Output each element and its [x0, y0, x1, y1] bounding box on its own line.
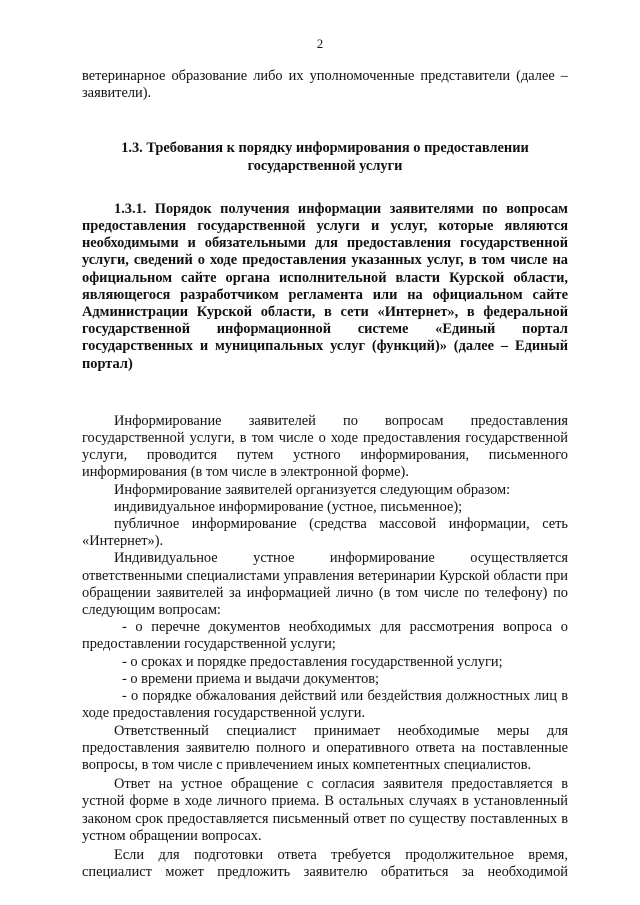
body-paragraph: публичное информирование (средства массовой информации, сеть «Интернет»).: [82, 516, 568, 550]
body-paragraph: Индивидуальное устное информирование осуществляется ответственными специалистами управления ветеринарии Курской области при обращении заявителей за информацией лично (в том числе по телефону) по следующим вопросам:: [82, 550, 568, 619]
subsection-paragraph: 1.3.1. Порядок получения информации заявителями по вопросам предоставления государственной услуги и услуг, которые являются необходимыми и обязательными для предоставления государственной услуги, сведений о ходе предоставления указанных услуг, в том числе на официальном сайте органа исполнительной власти Курской области, являющегося разработчиком регламента или на официальном сайте Администрации Курской области, в сети «Интернет», в федеральной государственной информационной системе «Единый портал государственных и муниципальных услуг (функций)» (далее – Единый портал): [82, 200, 568, 372]
body-paragraph: Ответ на устное обращение с согласия заявителя предоставляется в устной форме в ходе личного приема. В остальных случаях в установленный законом срок предоставляется письменный ответ по существу поставленных в устном обращении вопросах.: [82, 776, 568, 844]
list-item: - о сроках и порядке предоставления государственной услуги;: [122, 653, 503, 670]
list-item: - о времени приема и выдачи документов;: [122, 670, 380, 687]
body-paragraph: индивидуальное информирование (устное, письменное);: [114, 498, 463, 515]
intro-paragraph: ветеринарное образование либо их уполномоченные представители (далее – заявители).: [82, 68, 568, 102]
body-paragraph: Информирование заявителей по вопросам предоставления государственной услуги, в том числе о ходе предоставления государственной услуги, проводится путем устного информирования, письменного информирования (в том числе в электронной форме).: [82, 412, 568, 481]
body-paragraph: Если для подготовки ответа требуется продолжительное время, специалист может предложить заявителю обратиться за необходимой: [82, 846, 568, 881]
list-item: - о перечне документов необходимых для рассмотрения вопроса о предоставлении государственной услуги;: [82, 619, 568, 653]
body-paragraph: Ответственный специалист принимает необходимые меры для предоставления заявителю полного и оперативного ответа на поставленные вопросы, в том числе с привлечением иных компетентных специалистов.: [82, 722, 568, 773]
body-paragraph: Информирование заявителей организуется следующим образом:: [114, 481, 511, 498]
section-heading: 1.3. Требования к порядку информирования о предоставлении государственной услуги: [121, 140, 529, 174]
document-body: [82, 68, 568, 881]
page-number: 2: [316, 36, 324, 51]
list-item: - о порядке обжалования действий или бездействия должностных лиц в ходе предоставления государственной услуги.: [82, 688, 568, 722]
